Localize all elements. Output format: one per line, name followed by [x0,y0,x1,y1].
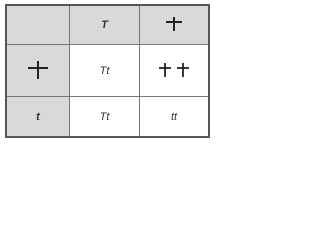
offspring-cell-r1c1 [70,45,140,97]
row-header-t [7,97,70,136]
row-header-t-label: t [36,110,40,123]
corner-cell [7,6,70,45]
tiny-t-glyph-icon [163,15,185,35]
double-tiny-t-glyph-icon [157,62,191,80]
offspring-cell-r1c2 [140,45,208,97]
offspring-cell-r2c1-label: Tt [99,110,110,123]
offspring-cell-r2c1 [70,97,140,136]
offspring-cell-r1c1-label: Tt [99,64,110,77]
row-header-tiny-t [7,45,70,97]
punnett-square [5,4,210,138]
tiny-t-glyph-icon [25,59,51,83]
offspring-cell-r2c2 [140,97,208,136]
column-header-T [70,6,140,45]
column-header-T-label: T [101,19,108,31]
column-header-tiny-t [140,6,208,45]
offspring-cell-r2c2-label: tt [170,110,178,123]
